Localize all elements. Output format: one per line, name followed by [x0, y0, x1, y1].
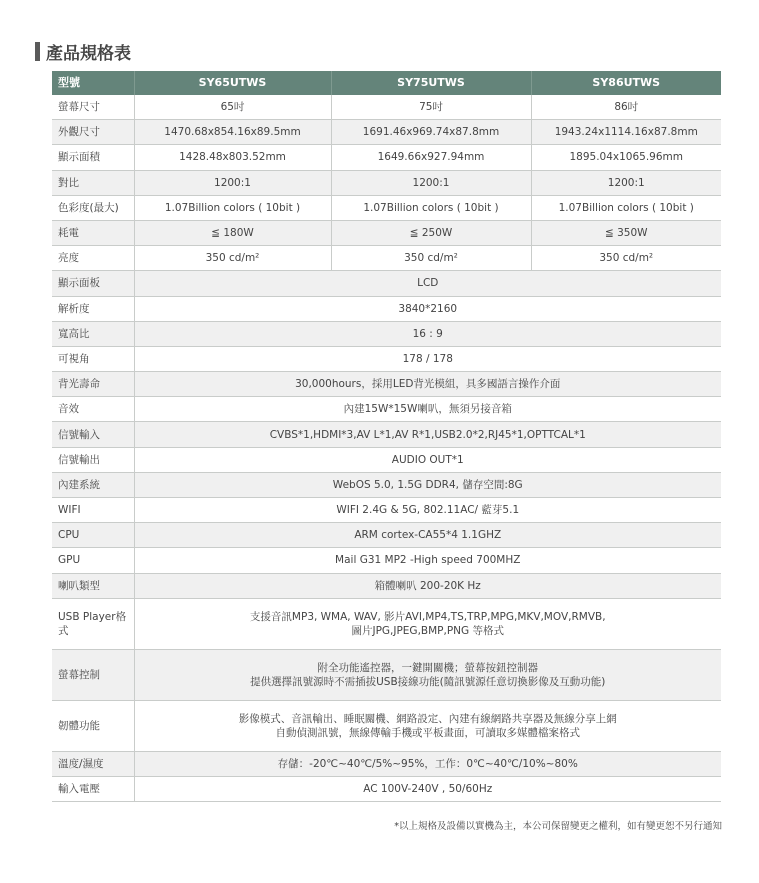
spec-value-line: 支援音訊MP3, WMA, WAV, 影片AVI,MP4,TS,TRP,MPG,MKV,MOV,RMVB, — [249, 610, 606, 623]
spec-value-line: 3840*2160 — [398, 302, 458, 315]
spec-value-line: 影像模式、音訊輸出、睡眠關機、網路設定、內建有線網路共享器及無線分享上網 — [238, 712, 617, 725]
spec-row-value: 1200:1 — [134, 170, 331, 195]
spec-value-line: 提供選擇訊號源時不需插拔USB接線功能(隨訊號源任意切換影像及互動功能) — [250, 675, 606, 688]
spec-row-value — [134, 523, 721, 548]
spec-row-label: 螢幕控制 — [52, 649, 134, 700]
spec-value-line: WIFI 2.4G & 5G, 802.11AC/ 藍芽5.1 — [336, 504, 520, 517]
spec-value-line: 16 : 9 — [412, 327, 443, 340]
spec-row-label: WIFI — [52, 498, 134, 523]
spec-row-label: 信號輸入 — [52, 422, 134, 447]
spec-row-value — [134, 498, 721, 523]
spec-row — [52, 548, 721, 573]
spec-value-line: 內建15W*15W喇叭，無須另接音箱 — [343, 403, 512, 416]
spec-row — [52, 598, 721, 649]
spec-row — [52, 472, 721, 497]
spec-row-value: 1943.24x1114.16x87.8mm — [531, 120, 721, 145]
spec-value-line: 附全功能遙控器，一鍵開關機；螢幕按鈕控制器 — [317, 661, 538, 674]
spec-row-value: ≦ 180W — [134, 220, 331, 245]
spec-row — [52, 145, 721, 170]
spec-row — [52, 397, 721, 422]
spec-value-line: AUDIO OUT*1 — [391, 453, 464, 466]
spec-row — [52, 649, 721, 700]
spec-row-value — [134, 346, 721, 371]
spec-row-label: 顯示面板 — [52, 271, 134, 296]
spec-header-row — [52, 71, 721, 95]
spec-row-label: 對比 — [52, 170, 134, 195]
spec-row — [52, 372, 721, 397]
spec-row — [52, 296, 721, 321]
spec-row — [52, 321, 721, 346]
spec-row-value — [134, 321, 721, 346]
spec-row-label: 寬高比 — [52, 321, 134, 346]
page-title — [35, 40, 131, 62]
spec-row-label: 耗電 — [52, 220, 134, 245]
spec-row — [52, 523, 721, 548]
spec-row-value: 86吋 — [531, 95, 721, 120]
spec-value-line: 存儲：-20℃~40℃/5%~95%，工作：0℃~40℃/10%~80% — [277, 757, 578, 770]
spec-row-label: GPU — [52, 548, 134, 573]
spec-row — [52, 120, 721, 145]
spec-row-value — [134, 573, 721, 598]
spec-row-label: CPU — [52, 523, 134, 548]
spec-row-label: 輸入電壓 — [52, 776, 134, 801]
spec-row-value — [134, 447, 721, 472]
spec-row-label: 背光壽命 — [52, 372, 134, 397]
spec-row-value: 1470.68x854.16x89.5mm — [134, 120, 331, 145]
spec-row-value: 1.07Billion colors ( 10bit ) — [331, 195, 531, 220]
spec-row — [52, 498, 721, 523]
spec-row-value: 1200:1 — [531, 170, 721, 195]
header-model-65: SY65UTWS — [134, 71, 331, 95]
spec-row-value — [134, 397, 721, 422]
spec-row — [52, 751, 721, 776]
spec-row — [52, 271, 721, 296]
spec-value-line: 178 / 178 — [402, 352, 453, 365]
spec-table-body — [52, 95, 721, 802]
spec-row — [52, 700, 721, 751]
spec-row-value — [134, 649, 721, 700]
spec-row — [52, 422, 721, 447]
spec-row-value — [134, 548, 721, 573]
spec-row-value — [134, 598, 721, 649]
spec-row-value: 1691.46x969.74x87.8mm — [331, 120, 531, 145]
spec-value-line: ARM cortex-CA55*4 1.1GHZ — [354, 529, 502, 542]
spec-table — [52, 71, 721, 802]
spec-row-label: 外觀尺寸 — [52, 120, 134, 145]
spec-value-line: 圖片JPG,JPEG,BMP,PNG 等格式 — [351, 624, 505, 637]
footnote: *以上規格及設備以實機為主，本公司保留變更之權利，如有變更恕不另行通知 — [394, 821, 722, 832]
spec-row-label: 溫度/濕度 — [52, 751, 134, 776]
spec-row-value: 350 cd/m² — [134, 246, 331, 271]
spec-row-label: 音效 — [52, 397, 134, 422]
header-model-86: SY86UTWS — [531, 71, 721, 95]
spec-value-line: 箱體喇叭 200-20K Hz — [374, 579, 481, 592]
spec-row — [52, 246, 721, 271]
spec-row-value — [134, 751, 721, 776]
page-title-text: 產品規格表 — [46, 43, 131, 64]
spec-row — [52, 346, 721, 371]
spec-value-line: LCD — [417, 277, 439, 290]
spec-row-value: 1.07Billion colors ( 10bit ) — [531, 195, 721, 220]
spec-value-line: Mail G31 MP2 -High speed 700MHZ — [335, 554, 521, 567]
spec-row-label: 可視角 — [52, 346, 134, 371]
spec-row-label: 解析度 — [52, 296, 134, 321]
title-bar-decoration — [35, 42, 40, 61]
spec-row-value — [134, 776, 721, 801]
spec-row-value: 1649.66x927.94mm — [331, 145, 531, 170]
spec-value-line: WebOS 5.0, 1.5G DDR4, 儲存空間:8G — [332, 478, 523, 491]
spec-row — [52, 447, 721, 472]
spec-row-value — [134, 372, 721, 397]
spec-row-value — [134, 422, 721, 447]
spec-row-value — [134, 296, 721, 321]
spec-value-line: 30,000hours，採用LED背光模組，具多國語言操作介面 — [295, 378, 561, 391]
spec-row-label: 亮度 — [52, 246, 134, 271]
spec-row-value: 1895.04x1065.96mm — [531, 145, 721, 170]
spec-row — [52, 95, 721, 120]
spec-row-value: 350 cd/m² — [331, 246, 531, 271]
spec-row-value: 1428.48x803.52mm — [134, 145, 331, 170]
spec-row-value: 1200:1 — [331, 170, 531, 195]
header-model-75: SY75UTWS — [331, 71, 531, 95]
spec-row-value — [134, 700, 721, 751]
spec-row-label: 內建系統 — [52, 472, 134, 497]
spec-row — [52, 776, 721, 801]
spec-row-value: 350 cd/m² — [531, 246, 721, 271]
spec-value-line: AC 100V-240V , 50/60Hz — [363, 783, 493, 796]
spec-row-label: 喇叭類型 — [52, 573, 134, 598]
spec-row-value: 75吋 — [331, 95, 531, 120]
spec-row-value — [134, 472, 721, 497]
spec-row-value: ≦ 250W — [331, 220, 531, 245]
header-model-label: 型號 — [52, 71, 134, 95]
spec-row — [52, 170, 721, 195]
spec-row-label: 韌體功能 — [52, 700, 134, 751]
spec-row — [52, 573, 721, 598]
spec-row-value: 1.07Billion colors ( 10bit ) — [134, 195, 331, 220]
spec-row-value: 65吋 — [134, 95, 331, 120]
spec-row-label: USB Player格式 — [52, 598, 134, 649]
spec-row — [52, 220, 721, 245]
spec-row-label: 信號輸出 — [52, 447, 134, 472]
spec-value-line: CVBS*1,HDMI*3,AV L*1,AV R*1,USB2.0*2,RJ45*1,OPTTCAL*1 — [269, 428, 586, 441]
spec-row-label: 顯示面積 — [52, 145, 134, 170]
spec-row-value: ≦ 350W — [531, 220, 721, 245]
spec-value-line: 自動偵測訊號，無線傳輸手機或平板畫面，可讀取多媒體檔案格式 — [275, 726, 580, 739]
spec-row-label: 色彩度(最大) — [52, 195, 134, 220]
spec-row-value — [134, 271, 721, 296]
spec-row — [52, 195, 721, 220]
spec-row-label: 螢幕尺寸 — [52, 95, 134, 120]
